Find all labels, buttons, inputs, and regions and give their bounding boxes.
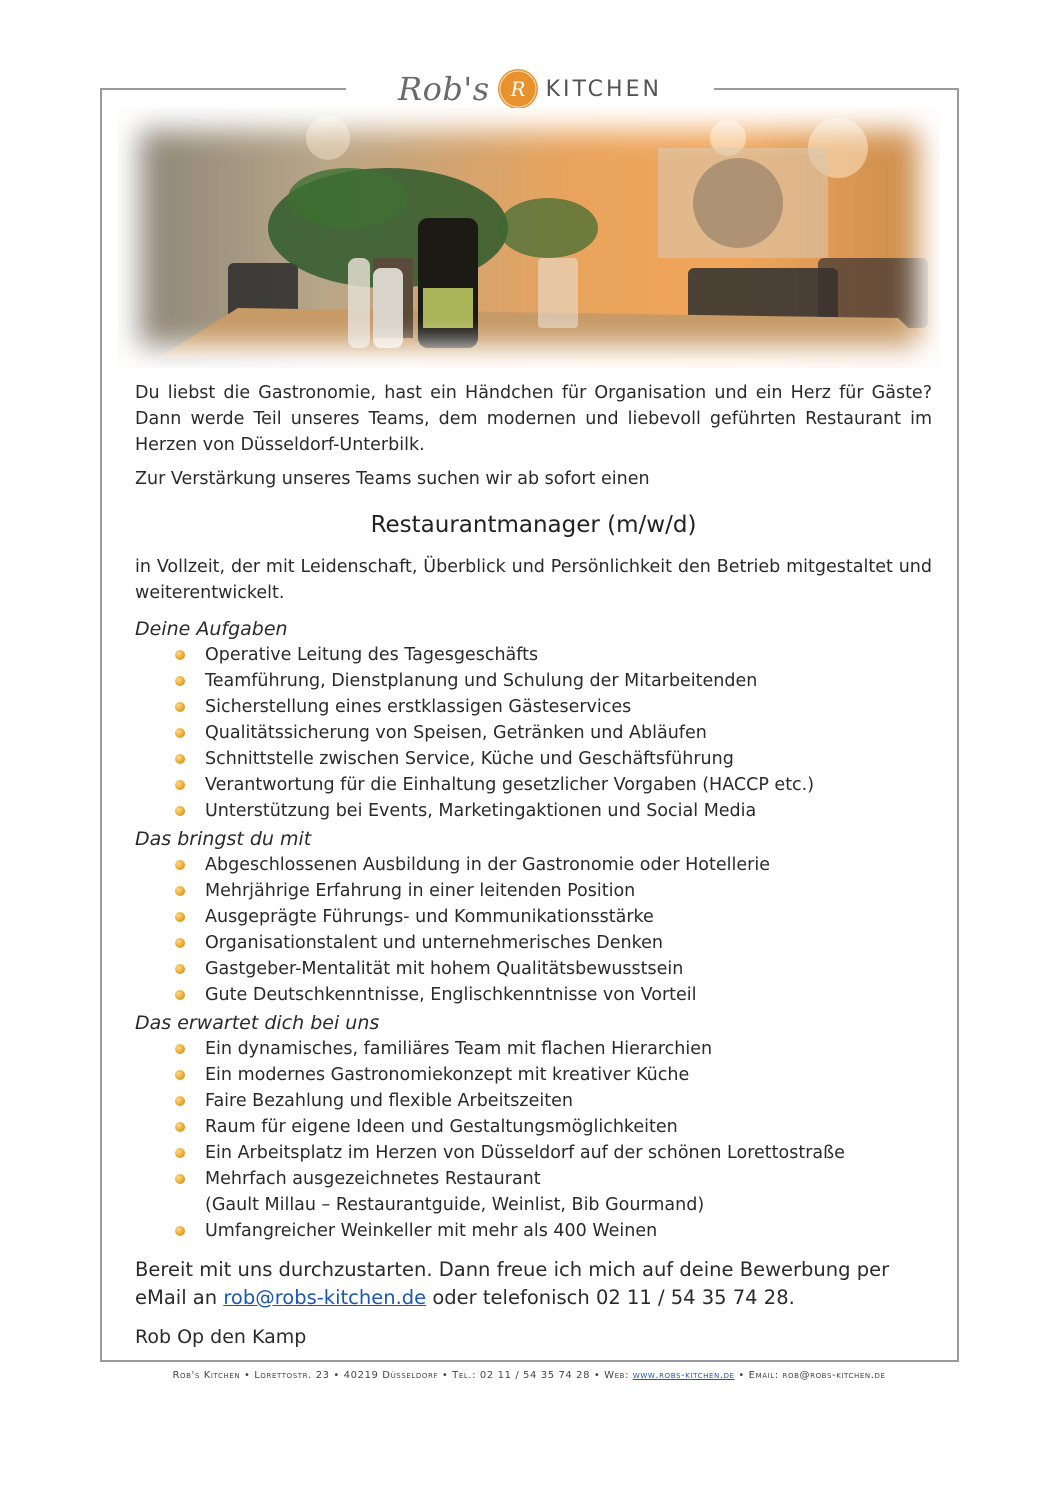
bullet-icon: [175, 886, 185, 896]
intro-lead: Zur Verstärkung unseres Teams suchen wir ab sofort einen: [135, 469, 650, 489]
bullet-icon: [175, 1226, 185, 1236]
list-item: Organisationstalent und unternehmerisches Denken: [205, 930, 932, 956]
benefits-list: [135, 1036, 932, 1244]
bullet-icon: [175, 650, 185, 660]
bullet-icon: [175, 860, 185, 870]
tasks-list: [135, 642, 932, 824]
requirements-list: [135, 852, 932, 1008]
job-posting-content: [135, 380, 932, 1350]
list-item: Ein dynamisches, familiäres Team mit flachen Hierarchien: [205, 1036, 932, 1062]
section-heading-tasks: Deine Aufgaben: [135, 618, 288, 640]
list-item: Ausgeprägte Führungs- und Kommunikationsstärke: [205, 904, 932, 930]
list-item: Faire Bezahlung und flexible Arbeitszeiten: [205, 1088, 932, 1114]
section-heading-requirements: Das bringst du mit: [135, 828, 312, 850]
bullet-icon: [175, 676, 185, 686]
logo-script-text: Rob's: [398, 70, 490, 108]
award-details: (Gault Millau – Restaurantguide, Weinlist, Bib Gourmand): [205, 1195, 705, 1215]
bullet-icon: [175, 1096, 185, 1106]
list-item: Gute Deutschkenntnisse, Englischkenntnisse von Vorteil: [205, 982, 932, 1008]
website-link[interactable]: www.robs-kitchen.de: [632, 1370, 735, 1381]
list-item: Umfangreicher Weinkeller mit mehr als 400 Weinen: [205, 1218, 932, 1244]
intro-paragraph: Du liebst die Gastronomie, hast ein Händchen für Organisation und ein Herz für Gäste? Dann werde Teil unseres Teams, dem modernen und liebevoll geführten Restaurant im Herzen von Düsseldorf-Unterbilk.: [135, 383, 932, 455]
bullet-icon: [175, 1122, 185, 1132]
page-footer: Rob's Kitchen • Lorettostr. 23 • 40219 Düsseldorf • Tel.: 02 11 / 54 35 74 28 • Web: www.robs-kitchen.de • Email: rob@robs-kitchen.de: [172, 1370, 886, 1381]
list-item: Ein Arbeitsplatz im Herzen von Düsseldorf auf der schönen Lorettostraße: [205, 1140, 932, 1166]
closing-paragraph: Bereit mit uns durchzustarten. Dann freue ich mich auf deine Bewerbung per eMail an rob@robs-kitchen.de oder telefonisch 02 11 / 54 35 74 28.: [135, 1258, 890, 1309]
bullet-icon: [175, 1044, 185, 1054]
list-item: Mehrjährige Erfahrung in einer leitenden Position: [205, 878, 932, 904]
logo-word-text: KITCHEN: [545, 76, 662, 102]
list-item: Raum für eigene Ideen und Gestaltungsmöglichkeiten: [205, 1114, 932, 1140]
list-item: Operative Leitung des Tagesgeschäfts: [205, 642, 932, 668]
list-item: Sicherstellung eines erstklassigen Gästeservices: [205, 694, 932, 720]
bullet-icon: [175, 964, 185, 974]
signature: Rob Op den Kamp: [135, 1326, 307, 1348]
logo-badge-letter: R: [510, 77, 526, 101]
job-title: Restaurantmanager (m/w/d): [370, 512, 697, 538]
bullet-icon: [175, 1070, 185, 1080]
list-item: Ein modernes Gastronomiekonzept mit kreativer Küche: [205, 1062, 932, 1088]
list-item: Schnittstelle zwischen Service, Küche und Geschäftsführung: [205, 746, 932, 772]
bullet-icon: [175, 1174, 185, 1184]
bullet-icon: [175, 780, 185, 790]
list-item: Teamführung, Dienstplanung und Schulung der Mitarbeitenden: [205, 668, 932, 694]
bullet-icon: [175, 806, 185, 816]
bullet-icon: [175, 912, 185, 922]
job-description: in Vollzeit, der mit Leidenschaft, Überblick und Persönlichkeit den Betrieb mitgestaltet und weiterentwickelt.: [135, 557, 932, 603]
bullet-icon: [175, 728, 185, 738]
list-item: Qualitätssicherung von Speisen, Getränken und Abläufen: [205, 720, 932, 746]
bullet-icon: [175, 990, 185, 1000]
logo-badge-icon: [498, 69, 538, 109]
bullet-icon: [175, 1148, 185, 1158]
bullet-icon: [175, 754, 185, 764]
list-item: Gastgeber-Mentalität mit hohem Qualitätsbewusstsein: [205, 956, 932, 982]
bullet-icon: [175, 938, 185, 948]
restaurant-photo: [118, 108, 940, 368]
list-item: Unterstützung bei Events, Marketingaktionen und Social Media: [205, 798, 932, 824]
list-item: Mehrfach ausgezeichnetes Restaurant (Gault Millau – Restaurantguide, Weinlist, Bib Gourmand): [205, 1166, 932, 1218]
list-item: Abgeschlossenen Ausbildung in der Gastronomie oder Hotellerie: [205, 852, 932, 878]
bullet-icon: [175, 702, 185, 712]
section-heading-benefits: Das erwartet dich bei uns: [135, 1012, 380, 1034]
email-link[interactable]: rob@robs-kitchen.de: [223, 1286, 427, 1309]
list-item: Verantwortung für die Einhaltung gesetzlicher Vorgaben (HACCP etc.): [205, 772, 932, 798]
